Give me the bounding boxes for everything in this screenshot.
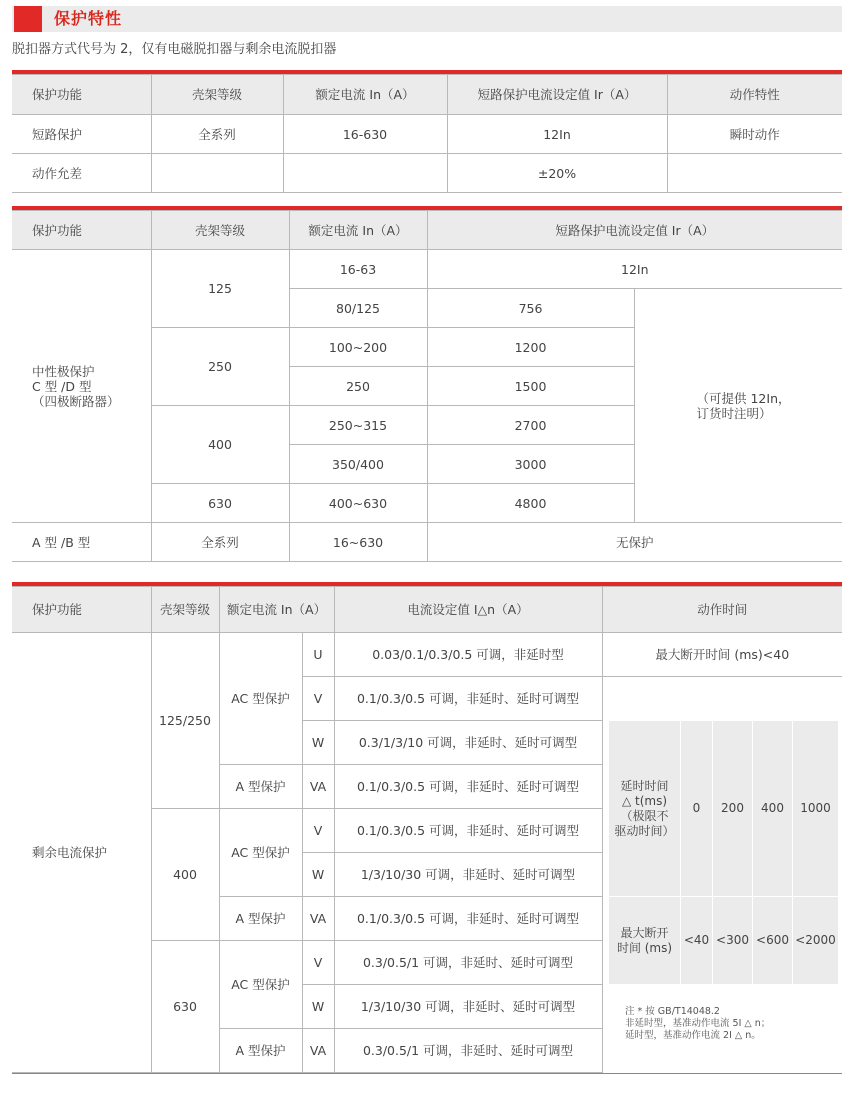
delay-value: 400 xyxy=(753,721,793,897)
header-cell: 壳架等级 xyxy=(151,211,289,250)
table-cell: 1200 xyxy=(427,328,634,367)
table-cell: 0.1/0.3/0.5 可调，非延时、延时可调型 xyxy=(334,897,602,941)
table-cell: 400 xyxy=(151,809,219,941)
table-cell: 全系列 xyxy=(151,115,283,154)
table-cell: 125/250 xyxy=(151,633,219,809)
table-cell: 16-63 xyxy=(289,250,427,289)
table-cell: 0.1/0.3/0.5 可调，非延时、延时可调型 xyxy=(334,809,602,853)
table-cell: 瞬时动作 xyxy=(667,115,842,154)
table-cell: 0.3/0.5/1 可调，非延时、延时可调型 xyxy=(334,1029,602,1073)
table-cell: 12In xyxy=(427,250,842,289)
table-short-circuit xyxy=(12,74,842,193)
header-cell: 短路保护电流设定值 Ir（A） xyxy=(447,75,667,115)
delay-time-table xyxy=(608,720,839,985)
max-break-value: <40 xyxy=(681,897,713,985)
table-cell: 1/3/10/30 可调，非延时、延时可调型 xyxy=(334,853,602,897)
table-cell: AC 型保护 xyxy=(219,941,302,1029)
table-cell: 最大断开时间 (ms)<40 xyxy=(602,633,842,677)
table3-bottom-rule xyxy=(12,1073,842,1074)
header-cell: 保护功能 xyxy=(12,587,151,633)
table-cell: W xyxy=(302,721,334,765)
table-cell: 0.3/0.5/1 可调，非延时、延时可调型 xyxy=(334,941,602,985)
header-cell: 壳架等级 xyxy=(151,587,219,633)
table-cell: V xyxy=(302,677,334,721)
delay-value: 200 xyxy=(713,721,753,897)
table-cell: 250 xyxy=(289,367,427,406)
table-cell: 400~630 xyxy=(289,484,427,523)
table-cell: 400 xyxy=(151,406,289,484)
note-line: 非延时型，基准动作电流 5I △ n； xyxy=(625,1018,771,1029)
table-cell: 动作允差 xyxy=(12,154,151,193)
release-description: 脱扣器方式代号为 2，仅有电磁脱扣器与剩余电流脱扣器 xyxy=(12,42,337,57)
table-cell: 12In xyxy=(447,115,667,154)
max-break-value: <300 xyxy=(713,897,753,985)
max-break-value: <2000 xyxy=(793,897,839,985)
table-cell: 125 xyxy=(151,250,289,328)
table-cell: 2700 xyxy=(427,406,634,445)
table-cell xyxy=(667,154,842,193)
header-cell: 短路保护电流设定值 Ir（A） xyxy=(427,211,842,250)
standard-note xyxy=(625,1006,770,1042)
table-cell: A 型 /B 型 xyxy=(12,523,151,562)
table-cell: 16~630 xyxy=(289,523,427,562)
table-cell: 80/125 xyxy=(289,289,427,328)
header-cell: 电流设定值 I△n（A） xyxy=(334,587,602,633)
delay-value: 1000 xyxy=(793,721,839,897)
table-cell: VA xyxy=(302,1029,334,1073)
table-cell: VA xyxy=(302,897,334,941)
table-cell: A 型保护 xyxy=(219,765,302,809)
table-neutral-protection xyxy=(12,210,842,562)
table-cell: 350/400 xyxy=(289,445,427,484)
table-cell: 1500 xyxy=(427,367,634,406)
header-cell: 保护功能 xyxy=(12,211,151,250)
table-cell: U xyxy=(302,633,334,677)
table-cell: 4800 xyxy=(427,484,634,523)
table-cell: 0.1/0.3/0.5 可调，非延时、延时可调型 xyxy=(334,765,602,809)
table-cell: 756 xyxy=(427,289,634,328)
header-cell: 动作时间 xyxy=(602,587,842,633)
header-cell: 额定电流 In（A） xyxy=(289,211,427,250)
header-cell: 壳架等级 xyxy=(151,75,283,115)
delay-label: 延时时间 △ t(ms) （极限不 驱动时间） xyxy=(609,721,681,897)
table-cell: 1/3/10/30 可调，非延时、延时可调型 xyxy=(334,985,602,1029)
table-cell: 630 xyxy=(151,941,219,1073)
max-break-label: 最大断开 时间 (ms) xyxy=(609,897,681,985)
note-line: 延时型，基准动作电流 2I △ n。 xyxy=(625,1030,761,1041)
table-cell: 630 xyxy=(151,484,289,523)
table-cell: A 型保护 xyxy=(219,1029,302,1073)
table-cell: 3000 xyxy=(427,445,634,484)
table-cell: （可提供 12In， 订货时注明） xyxy=(634,289,842,523)
section-title: 保护特性 xyxy=(54,9,123,28)
note-line: 注 * 按 GB/T14048.2 xyxy=(625,1006,720,1017)
table-cell xyxy=(151,154,283,193)
table-cell: 无保护 xyxy=(427,523,842,562)
table-cell: W xyxy=(302,853,334,897)
table-cell: 0.1/0.3/0.5 可调，非延时、延时可调型 xyxy=(334,677,602,721)
table-cell: AC 型保护 xyxy=(219,633,302,765)
table-cell: V xyxy=(302,941,334,985)
table-cell: ±20% xyxy=(447,154,667,193)
table-cell: 100~200 xyxy=(289,328,427,367)
table-cell: V xyxy=(302,809,334,853)
table-cell: VA xyxy=(302,765,334,809)
table-cell: 0.03/0.1/0.3/0.5 可调，非延时型 xyxy=(334,633,602,677)
table-cell: 250 xyxy=(151,328,289,406)
header-cell: 额定电流 In（A） xyxy=(219,587,334,633)
table-cell: A 型保护 xyxy=(219,897,302,941)
table-cell: 中性极保护 C 型 /D 型 （四极断路器） xyxy=(12,250,151,523)
delay-value: 0 xyxy=(681,721,713,897)
table-cell: AC 型保护 xyxy=(219,809,302,897)
section-header-bar xyxy=(12,6,842,32)
table-cell: 250~315 xyxy=(289,406,427,445)
header-cell: 动作特性 xyxy=(667,75,842,115)
table-cell: 短路保护 xyxy=(12,115,151,154)
table-cell xyxy=(283,154,447,193)
table-cell: 全系列 xyxy=(151,523,289,562)
table-cell: 16-630 xyxy=(283,115,447,154)
table-cell: W xyxy=(302,985,334,1029)
max-break-value: <600 xyxy=(753,897,793,985)
table-cell: 剩余电流保护 xyxy=(12,633,151,1073)
section-marker xyxy=(14,6,42,32)
header-cell: 保护功能 xyxy=(12,75,151,115)
table-cell: 0.3/1/3/10 可调，非延时、延时可调型 xyxy=(334,721,602,765)
header-cell: 额定电流 In（A） xyxy=(283,75,447,115)
